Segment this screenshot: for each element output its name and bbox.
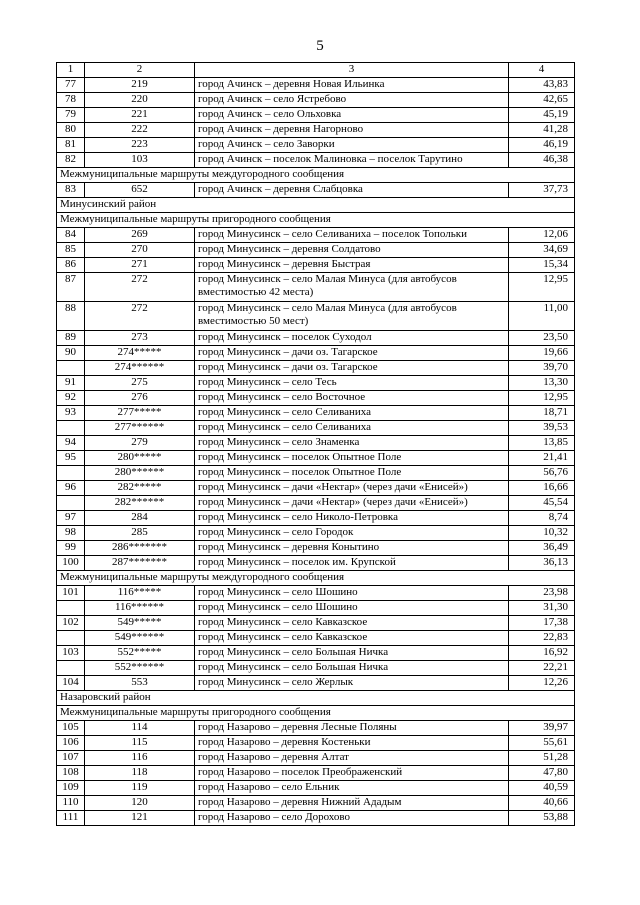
header-cell-fare: 4: [509, 63, 575, 78]
table-row: [57, 541, 575, 556]
table-row: [57, 391, 575, 406]
section-row: [57, 198, 575, 213]
fare-cell: 12,26: [509, 676, 575, 691]
route-code-cell: 222: [85, 123, 195, 138]
route-number-cell: 98: [57, 526, 85, 541]
fare-cell: 53,88: [509, 811, 575, 826]
route-code-cell: 272: [85, 302, 195, 331]
section-title: Межмуниципальные маршруты пригородного сообщения: [57, 706, 575, 721]
route-number-cell: 84: [57, 228, 85, 243]
route-number-cell: [57, 661, 85, 676]
route-code-cell: 270: [85, 243, 195, 258]
route-number-cell: 87: [57, 273, 85, 302]
page-number: 5: [316, 38, 324, 54]
route-number-cell: 110: [57, 796, 85, 811]
route-description-cell: город Минусинск – село Шошино: [195, 601, 509, 616]
section-title: Межмуниципальные маршруты пригородного сообщения: [57, 213, 575, 228]
route-code-cell: 221: [85, 108, 195, 123]
route-description-cell: город Минусинск – село Тесь: [195, 376, 509, 391]
route-number-cell: 109: [57, 781, 85, 796]
table-row: [57, 556, 575, 571]
route-number-cell: 93: [57, 406, 85, 421]
fare-cell: 36,49: [509, 541, 575, 556]
fare-cell: 55,61: [509, 736, 575, 751]
fare-cell: 36,13: [509, 556, 575, 571]
route-description-cell: город Назарово – деревня Лесные Поляны: [195, 721, 509, 736]
route-description-cell: город Назарово – деревня Алтат: [195, 751, 509, 766]
route-code-cell: 119: [85, 781, 195, 796]
table-row: [57, 766, 575, 781]
table-row: [57, 661, 575, 676]
section-row: [57, 168, 575, 183]
route-description-cell: город Минусинск – дачи оз. Тагарское: [195, 361, 509, 376]
fare-cell: 45,54: [509, 496, 575, 511]
route-number-cell: [57, 361, 85, 376]
route-description-cell: город Минусинск – село Большая Ничка: [195, 661, 509, 676]
route-number-cell: 90: [57, 346, 85, 361]
route-code-cell: 115: [85, 736, 195, 751]
fare-cell: 18,71: [509, 406, 575, 421]
table-row: [57, 601, 575, 616]
section-row: [57, 571, 575, 586]
fare-cell: 39,97: [509, 721, 575, 736]
route-description-cell: город Ачинск – поселок Малиновка – поселок Тарутино: [195, 153, 509, 168]
route-code-cell: 553: [85, 676, 195, 691]
table-row: [57, 736, 575, 751]
fare-cell: 23,98: [509, 586, 575, 601]
route-code-cell: 271: [85, 258, 195, 273]
table-row: [57, 406, 575, 421]
table-header-row: [57, 63, 575, 78]
route-description-cell: город Ачинск – деревня Нагорново: [195, 123, 509, 138]
route-code-cell: 279: [85, 436, 195, 451]
table-row: [57, 481, 575, 496]
route-description-cell: город Минусинск – село Малая Минуса (для автобусов вместимостью 42 места): [195, 273, 509, 302]
table-row: [57, 273, 575, 302]
route-code-cell: 120: [85, 796, 195, 811]
fare-cell: 39,53: [509, 421, 575, 436]
fare-cell: 31,30: [509, 601, 575, 616]
route-code-cell: 121: [85, 811, 195, 826]
table-row: [57, 511, 575, 526]
section-title: Межмуниципальные маршруты междугородного сообщения: [57, 571, 575, 586]
route-description-cell: город Назарово – поселок Преображенский: [195, 766, 509, 781]
fare-cell: 16,92: [509, 646, 575, 661]
route-description-cell: город Минусинск – поселок Суходол: [195, 331, 509, 346]
route-description-cell: город Минусинск – село Малая Минуса (для автобусов вместимостью 50 мест): [195, 302, 509, 331]
fare-cell: 45,19: [509, 108, 575, 123]
route-code-cell: 280******: [85, 466, 195, 481]
route-number-cell: 85: [57, 243, 85, 258]
route-number-cell: [57, 496, 85, 511]
route-number-cell: 96: [57, 481, 85, 496]
table-row: [57, 436, 575, 451]
fare-cell: 16,66: [509, 481, 575, 496]
fare-cell: 46,19: [509, 138, 575, 153]
route-description-cell: город Минусинск – село Городок: [195, 526, 509, 541]
route-number-cell: 94: [57, 436, 85, 451]
route-code-cell: 549******: [85, 631, 195, 646]
route-description-cell: город Минусинск – село Восточное: [195, 391, 509, 406]
route-code-cell: 284: [85, 511, 195, 526]
header-cell-number: 1: [57, 63, 85, 78]
route-code-cell: 286*******: [85, 541, 195, 556]
table-row: [57, 631, 575, 646]
route-description-cell: город Минусинск – деревня Солдатово: [195, 243, 509, 258]
routes-table-body: [57, 63, 575, 826]
fare-cell: 22,83: [509, 631, 575, 646]
route-description-cell: город Минусинск – село Николо-Петровка: [195, 511, 509, 526]
route-description-cell: город Минусинск – деревня Быстрая: [195, 258, 509, 273]
table-row: [57, 331, 575, 346]
route-description-cell: город Назарово – деревня Нижний Ададым: [195, 796, 509, 811]
route-code-cell: 652: [85, 183, 195, 198]
fare-cell: 13,30: [509, 376, 575, 391]
fare-cell: 51,28: [509, 751, 575, 766]
fare-cell: 40,59: [509, 781, 575, 796]
table-row: [57, 421, 575, 436]
fare-cell: 19,66: [509, 346, 575, 361]
route-description-cell: город Минусинск – дачи «Нектар» (через дачи «Енисей»): [195, 496, 509, 511]
route-number-cell: 80: [57, 123, 85, 138]
route-code-cell: 114: [85, 721, 195, 736]
table-row: [57, 78, 575, 93]
fare-cell: 12,06: [509, 228, 575, 243]
table-row: [57, 183, 575, 198]
table-row: [57, 751, 575, 766]
route-number-cell: 81: [57, 138, 85, 153]
table-row: [57, 153, 575, 168]
route-description-cell: город Минусинск – село Селиваниха: [195, 406, 509, 421]
table-row: [57, 796, 575, 811]
route-number-cell: 91: [57, 376, 85, 391]
route-code-cell: 223: [85, 138, 195, 153]
fare-cell: 11,00: [509, 302, 575, 331]
table-row: [57, 361, 575, 376]
route-description-cell: город Минусинск – село Большая Ничка: [195, 646, 509, 661]
route-number-cell: 99: [57, 541, 85, 556]
route-description-cell: город Назарово – село Ельник: [195, 781, 509, 796]
table-row: [57, 376, 575, 391]
route-description-cell: город Минусинск – село Шошино: [195, 586, 509, 601]
fare-cell: 17,38: [509, 616, 575, 631]
route-code-cell: 272: [85, 273, 195, 302]
route-code-cell: 276: [85, 391, 195, 406]
fare-cell: 43,83: [509, 78, 575, 93]
route-description-cell: город Ачинск – село Ястребово: [195, 93, 509, 108]
table-row: [57, 526, 575, 541]
table-row: [57, 466, 575, 481]
route-description-cell: город Минусинск – село Кавказское: [195, 616, 509, 631]
fare-cell: 10,32: [509, 526, 575, 541]
route-number-cell: 111: [57, 811, 85, 826]
route-number-cell: [57, 601, 85, 616]
route-description-cell: город Минусинск – село Селиваниха: [195, 421, 509, 436]
route-description-cell: город Минусинск – дачи оз. Тагарское: [195, 346, 509, 361]
route-code-cell: 269: [85, 228, 195, 243]
fare-cell: 8,74: [509, 511, 575, 526]
route-code-cell: 275: [85, 376, 195, 391]
route-number-cell: 95: [57, 451, 85, 466]
header-cell-route: 3: [195, 63, 509, 78]
route-code-cell: 552*****: [85, 646, 195, 661]
route-code-cell: 280*****: [85, 451, 195, 466]
table-row: [57, 781, 575, 796]
route-number-cell: 108: [57, 766, 85, 781]
table-row: [57, 123, 575, 138]
route-number-cell: 89: [57, 331, 85, 346]
route-number-cell: 82: [57, 153, 85, 168]
table-row: [57, 302, 575, 331]
fare-cell: 46,38: [509, 153, 575, 168]
fare-cell: 41,28: [509, 123, 575, 138]
route-code-cell: 219: [85, 78, 195, 93]
route-description-cell: город Назарово – деревня Костеньки: [195, 736, 509, 751]
table-row: [57, 721, 575, 736]
section-row: [57, 691, 575, 706]
table-row: [57, 138, 575, 153]
route-number-cell: 106: [57, 736, 85, 751]
route-number-cell: 105: [57, 721, 85, 736]
header-cell-code: 2: [85, 63, 195, 78]
route-code-cell: 103: [85, 153, 195, 168]
section-title: Межмуниципальные маршруты междугородного сообщения: [57, 168, 575, 183]
table-row: [57, 586, 575, 601]
fare-cell: 22,21: [509, 661, 575, 676]
table-row: [57, 646, 575, 661]
route-code-cell: 220: [85, 93, 195, 108]
route-code-cell: 552******: [85, 661, 195, 676]
route-number-cell: 79: [57, 108, 85, 123]
route-description-cell: город Минусинск – дачи «Нектар» (через дачи «Енисей»): [195, 481, 509, 496]
route-number-cell: [57, 631, 85, 646]
fare-cell: 47,80: [509, 766, 575, 781]
route-code-cell: 118: [85, 766, 195, 781]
route-number-cell: 77: [57, 78, 85, 93]
route-description-cell: город Минусинск – село Знаменка: [195, 436, 509, 451]
fare-cell: 42,65: [509, 93, 575, 108]
route-code-cell: 549*****: [85, 616, 195, 631]
fare-cell: 40,66: [509, 796, 575, 811]
route-description-cell: город Минусинск – поселок Опытное Поле: [195, 451, 509, 466]
route-number-cell: [57, 466, 85, 481]
section-title: Минусинский район: [57, 198, 575, 213]
route-code-cell: 116: [85, 751, 195, 766]
table-row: [57, 496, 575, 511]
table-row: [57, 228, 575, 243]
table-row: [57, 258, 575, 273]
fare-cell: 13,85: [509, 436, 575, 451]
route-number-cell: 101: [57, 586, 85, 601]
route-description-cell: город Минусинск – поселок Опытное Поле: [195, 466, 509, 481]
fare-cell: 56,76: [509, 466, 575, 481]
route-code-cell: 277******: [85, 421, 195, 436]
fare-cell: 15,34: [509, 258, 575, 273]
route-number-cell: 78: [57, 93, 85, 108]
route-code-cell: 282******: [85, 496, 195, 511]
route-number-cell: 83: [57, 183, 85, 198]
route-number-cell: 86: [57, 258, 85, 273]
table-row: [57, 676, 575, 691]
route-code-cell: 274*****: [85, 346, 195, 361]
route-number-cell: 100: [57, 556, 85, 571]
fare-cell: 12,95: [509, 391, 575, 406]
route-description-cell: город Ачинск – село Ольховка: [195, 108, 509, 123]
route-number-cell: 97: [57, 511, 85, 526]
route-number-cell: [57, 421, 85, 436]
table-row: [57, 108, 575, 123]
route-description-cell: город Минусинск – село Кавказское: [195, 631, 509, 646]
table-row: [57, 93, 575, 108]
route-description-cell: город Ачинск – деревня Новая Ильинка: [195, 78, 509, 93]
route-number-cell: 107: [57, 751, 85, 766]
route-description-cell: город Минусинск – село Селиваниха – поселок Топольки: [195, 228, 509, 243]
section-row: [57, 213, 575, 228]
route-code-cell: 274******: [85, 361, 195, 376]
route-number-cell: 102: [57, 616, 85, 631]
route-number-cell: 104: [57, 676, 85, 691]
route-code-cell: 285: [85, 526, 195, 541]
table-row: [57, 451, 575, 466]
table-row: [57, 243, 575, 258]
route-description-cell: город Ачинск – деревня Слабцовка: [195, 183, 509, 198]
route-number-cell: 103: [57, 646, 85, 661]
route-number-cell: 88: [57, 302, 85, 331]
section-title: Назаровский район: [57, 691, 575, 706]
fare-cell: 34,69: [509, 243, 575, 258]
route-code-cell: 273: [85, 331, 195, 346]
route-description-cell: город Минусинск – поселок им. Крупской: [195, 556, 509, 571]
fare-cell: 23,50: [509, 331, 575, 346]
fare-cell: 37,73: [509, 183, 575, 198]
route-code-cell: 277*****: [85, 406, 195, 421]
route-code-cell: 116*****: [85, 586, 195, 601]
route-description-cell: город Ачинск – село Заворки: [195, 138, 509, 153]
fare-cell: 39,70: [509, 361, 575, 376]
route-description-cell: город Минусинск – село Жерлык: [195, 676, 509, 691]
fare-cell: 21,41: [509, 451, 575, 466]
table-row: [57, 811, 575, 826]
table-row: [57, 346, 575, 361]
route-code-cell: 287*******: [85, 556, 195, 571]
route-description-cell: город Назарово – село Дорохово: [195, 811, 509, 826]
section-row: [57, 706, 575, 721]
route-code-cell: 282*****: [85, 481, 195, 496]
route-description-cell: город Минусинск – деревня Конытино: [195, 541, 509, 556]
route-code-cell: 116******: [85, 601, 195, 616]
route-number-cell: 92: [57, 391, 85, 406]
table-row: [57, 616, 575, 631]
fare-cell: 12,95: [509, 273, 575, 302]
routes-table: [56, 62, 575, 826]
